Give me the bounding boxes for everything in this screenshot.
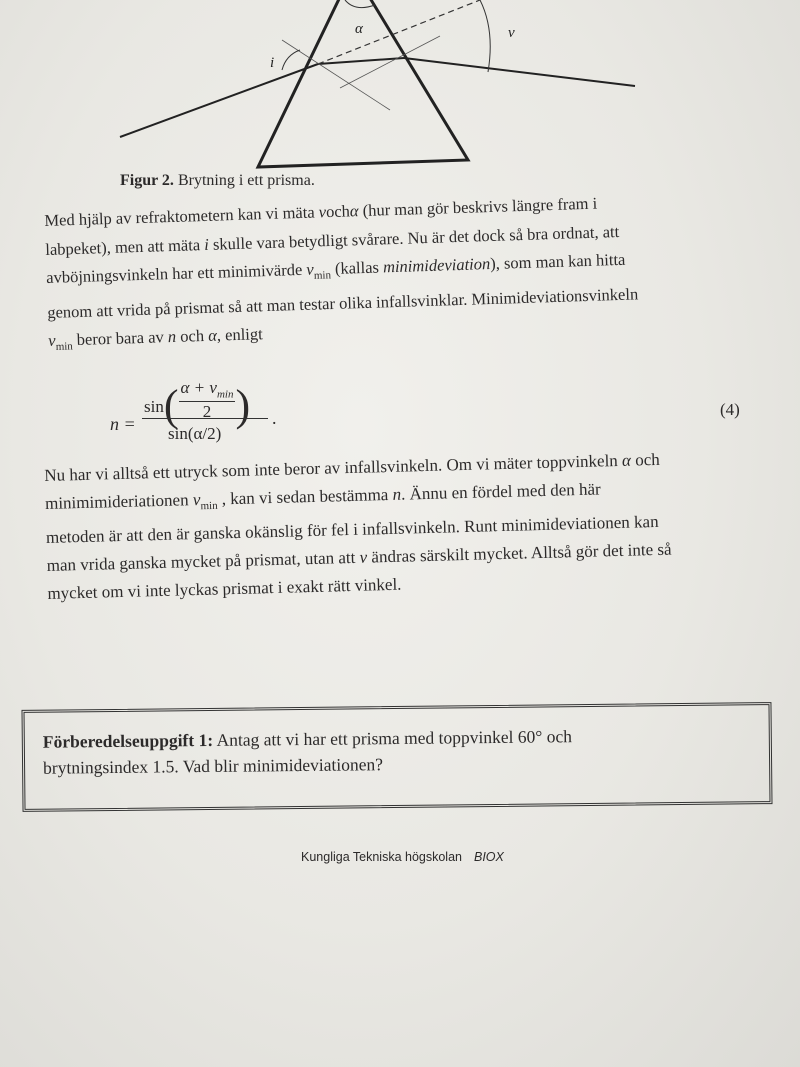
text-span: ändras särskilt mycket. Alltså gör det inte så — [366, 539, 672, 567]
caption-label: Figur 2. — [120, 172, 174, 189]
inner-numerator — [179, 378, 236, 401]
footer-dept: BIOX — [474, 850, 504, 864]
subscript: min — [313, 269, 332, 282]
text-span: . Ännu en fördel med den här — [400, 479, 601, 504]
text-span: ), som man kan hitta — [489, 249, 626, 274]
equation-denominator — [168, 424, 221, 444]
figure-caption — [120, 172, 315, 190]
symbol-n: n — [392, 484, 402, 504]
equation-lhs: n = — [110, 414, 136, 434]
symbol-v: v — [359, 547, 368, 568]
text-line: genom att vrida på prismat så att man testar olika infallsvinklar. Minimideviationsvinkeln — [47, 284, 639, 322]
text-span: (hur man gör beskrivs längre fram i — [358, 193, 598, 221]
task-title: Förberedelseuppgift 1: — [42, 729, 214, 752]
footer-institution: Kungliga Tekniska högskolan — [301, 850, 462, 864]
prism-diagram — [100, 0, 660, 175]
angle-arc-v — [480, 0, 490, 72]
prism-figure — [100, 0, 660, 175]
paren-open: ( — [163, 381, 179, 430]
text-span: och — [325, 201, 351, 222]
task-box — [21, 702, 772, 812]
denominator-text: sin(α/2) — [168, 424, 222, 443]
task-line-2: brytningsindex 1.5. Vad blir minimideviationen? — [42, 754, 384, 778]
label-alpha: α — [355, 21, 363, 37]
label-v: v — [508, 25, 515, 41]
text-span: man vrida ganska mycket på prismat, utan att — [46, 548, 360, 576]
prism-triangle — [258, 0, 468, 167]
symbol-alpha: α — [621, 450, 632, 470]
page-footer — [301, 850, 504, 864]
subscript: min — [55, 340, 74, 354]
paragraph-intro — [44, 184, 779, 362]
text-span: minimimideriationen — [44, 490, 194, 513]
text-span: skulle vara betydligt svårare. Nu är det dock så bra ordnat, att — [208, 221, 620, 254]
task-line-1: Antag att vi har ett prisma med toppvinkel 60° och — [213, 726, 573, 750]
symbol-v: v — [306, 259, 314, 279]
equation-4 — [110, 364, 750, 454]
text-line: metoden är att den är ganska okänslig för fel i infallsvinkeln. Runt minimideviationen kan — [45, 512, 659, 548]
emergent-ray — [404, 58, 635, 86]
paren-close: ) — [235, 381, 251, 430]
equation-period: . — [272, 408, 277, 428]
subscript: min — [216, 388, 234, 401]
sin-function: sin — [144, 397, 164, 416]
text-span: beror bara av — [72, 327, 169, 350]
text-span: avböjningsvinkeln har ett minimivärde — [45, 259, 307, 287]
text-span: Med hjälp av refraktometern kan vi mäta — [44, 202, 320, 230]
text-span: (kallas — [330, 257, 384, 279]
dashed-extension — [318, 0, 480, 64]
task-text — [43, 723, 573, 781]
text-span: Nu har vi alltså ett utryck som inte beror av infallsvinkeln. Om vi mäter toppvinkeln — [44, 450, 623, 485]
subscript: min — [200, 499, 218, 513]
text-span: labpeket), men att mäta — [45, 234, 205, 259]
symbol-n: n — [167, 327, 177, 347]
symbol-v: v — [318, 202, 327, 222]
symbol-v: v — [192, 489, 201, 510]
inner-denominator: 2 — [202, 401, 212, 421]
equation-number: (4) — [720, 400, 740, 419]
symbol-alpha: α — [207, 325, 218, 346]
angle-arc-i — [282, 50, 300, 70]
paragraph-conclusion — [44, 443, 778, 608]
symbol-v: v — [47, 331, 56, 351]
text-span: , kan vi sedan bestämma — [217, 484, 393, 509]
text-span: , enligt — [216, 324, 263, 345]
inner-fraction — [179, 378, 236, 421]
incident-ray — [120, 64, 318, 137]
emphasis-term: minimideviation — [382, 254, 491, 277]
text-span: och — [175, 326, 209, 347]
label-i: i — [270, 55, 275, 71]
caption-text: Brytning i ett prisma. — [173, 172, 315, 189]
equation-numerator — [144, 372, 250, 430]
text-span: och — [630, 449, 661, 470]
text-line: mycket om vi inte lyckas prismat i exakt rätt vinkel. — [47, 575, 402, 604]
inner-top-text: α + v — [180, 378, 217, 398]
symbol-alpha: α — [349, 201, 359, 221]
fraction-bar — [142, 418, 268, 419]
symbol-i: i — [203, 234, 210, 254]
